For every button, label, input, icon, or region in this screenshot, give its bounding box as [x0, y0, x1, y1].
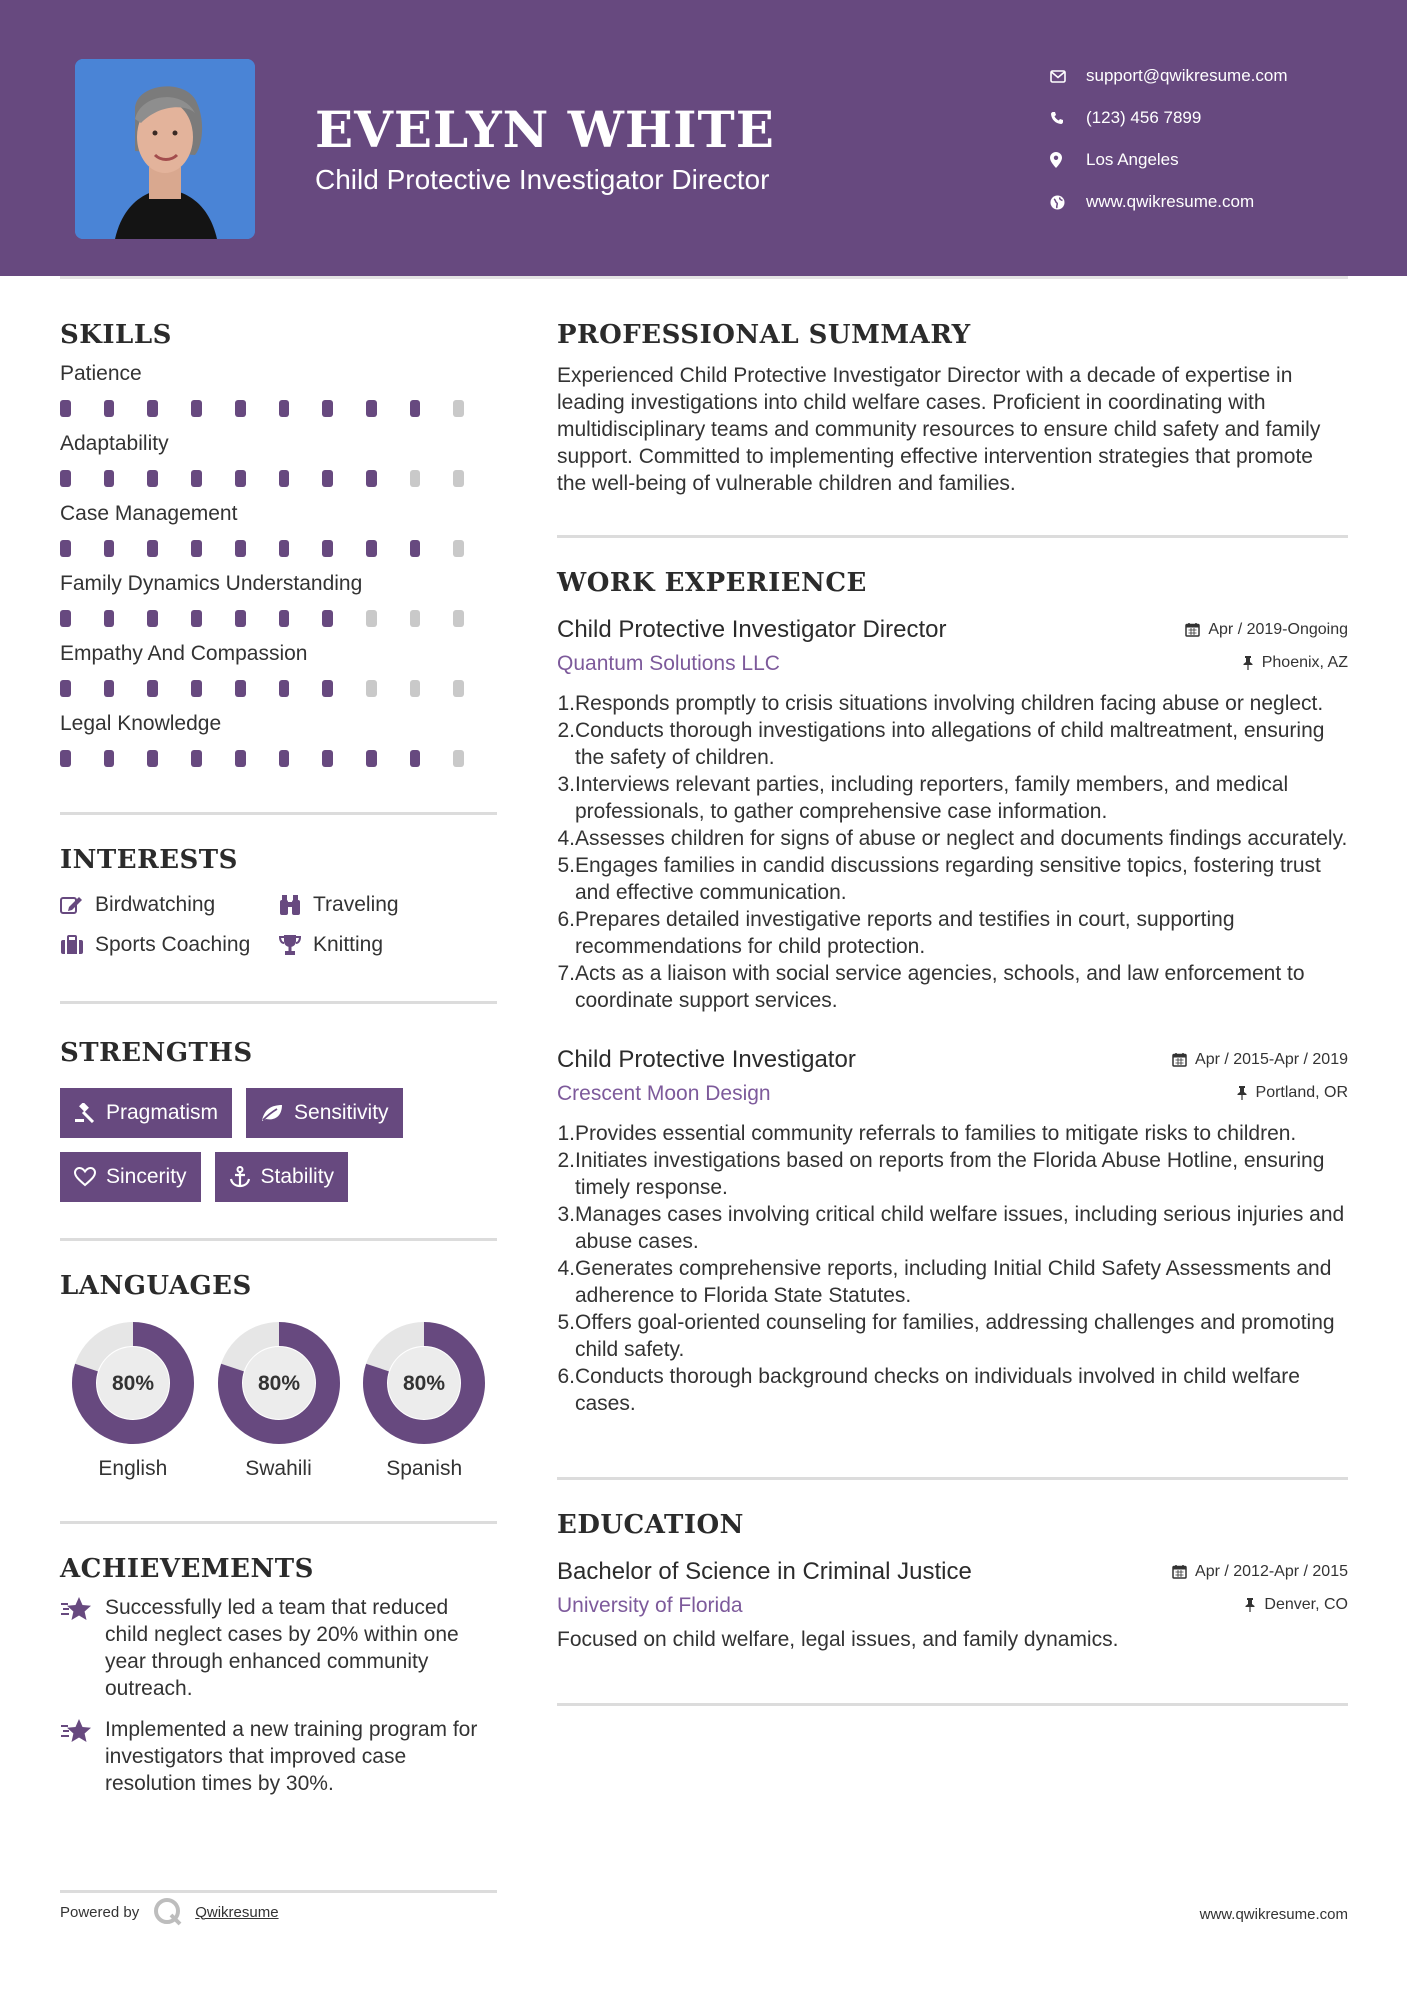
job-bullet: 7. Acts as a liaison with social service agencies, schools, and law enforcement to coordinate support services.	[557, 962, 1305, 1012]
pushpin-icon	[1236, 1085, 1248, 1100]
achievement-item	[60, 1716, 497, 1797]
skill-name: Case Management	[60, 502, 238, 525]
skill-rating	[60, 536, 497, 560]
rating-dot-filled	[279, 610, 290, 627]
rating-dot-filled	[147, 540, 158, 557]
rating-dot-filled	[366, 540, 377, 557]
rating-dot-filled	[279, 680, 290, 697]
footer-website[interactable]: www.qwikresume.com	[1199, 1906, 1348, 1923]
education-dates	[1172, 1563, 1348, 1581]
job-title: Child Protective Investigator	[557, 1046, 856, 1073]
interest-item	[60, 893, 278, 917]
phone-icon	[1050, 111, 1086, 125]
rating-dot-filled	[279, 540, 290, 557]
languages-heading: LANGUAGES	[60, 1271, 252, 1301]
rating-dot-filled	[322, 680, 333, 697]
skill-rating	[60, 606, 497, 630]
skill-name: Family Dynamics Understanding	[60, 572, 363, 595]
summary-text: Experienced Child Protective Investigator Director with a decade of expertise in leading investigations into child welfare cases. Proficient in coordinating with multidisciplinary teams and community resources to ensure child safety and family support. Committed to implementing effective intervention strategies that promote the well-being of vulnerable children and families.	[557, 364, 1321, 495]
rating-dot-filled	[235, 540, 246, 557]
education-dates-text: Apr / 2012-Apr / 2015	[1195, 1562, 1348, 1580]
degree-title: Bachelor of Science in Criminal Justice	[557, 1558, 972, 1585]
achievement-text: Implemented a new training program for investigators that improved case resolution times by 30%.	[105, 1718, 478, 1795]
education-entry	[557, 1558, 1348, 1653]
achievements-heading: ACHIEVEMENTS	[60, 1554, 314, 1584]
rating-dot-filled	[235, 400, 246, 417]
footer-divider	[60, 1890, 497, 1893]
rating-dot-filled	[104, 470, 115, 487]
language-item	[60, 1321, 206, 1481]
strength-label: Sensitivity	[294, 1101, 389, 1124]
rating-dot-filled	[104, 400, 115, 417]
contact-website-text: www.qwikresume.com	[1086, 192, 1255, 211]
rating-dot-filled	[410, 400, 421, 417]
map-pin-icon	[1050, 152, 1086, 168]
job-location-text: Portland, OR	[1255, 1083, 1348, 1101]
rating-dot-filled	[235, 470, 246, 487]
interests-list	[60, 893, 497, 957]
contact-location	[1050, 139, 1288, 181]
job-bullet: 6. Conducts thorough background checks on individuals involved in child welfare cases.	[557, 1365, 1300, 1415]
envelope-icon	[1050, 70, 1086, 83]
job-bullets	[557, 1120, 1348, 1417]
rating-dot-empty	[366, 610, 377, 627]
rating-dot-empty	[453, 540, 464, 557]
job-location-text: Phoenix, AZ	[1261, 653, 1348, 671]
job-entry	[557, 1046, 1348, 1417]
job-title: Child Protective Investigator Director	[557, 616, 947, 643]
language-percent: 80%	[111, 1372, 154, 1395]
rating-dot-filled	[60, 680, 71, 697]
language-percent: 80%	[403, 1372, 446, 1395]
strengths-divider	[60, 1238, 497, 1241]
header-divider	[60, 276, 1348, 279]
skills-list	[60, 362, 497, 770]
skills-divider	[60, 812, 497, 815]
rating-dot-filled	[279, 400, 290, 417]
rating-dot-filled	[60, 540, 71, 557]
job-dates	[1185, 621, 1348, 639]
skill-name: Adaptability	[60, 432, 169, 455]
job-bullet: 5. Engages families in candid discussions regarding sensitive topics, fostering trust and effective communication.	[557, 854, 1321, 904]
left-column	[60, 320, 497, 1797]
star-icon	[60, 1594, 105, 1702]
summary-heading: PROFESSIONAL SUMMARY	[557, 320, 971, 350]
job-bullet: 6. Prepares detailed investigative reports and testifies in court, supporting recommendations for child protection.	[557, 908, 1235, 958]
rating-dot-empty	[410, 470, 421, 487]
binoculars-icon	[278, 894, 313, 916]
rating-dot-empty	[410, 680, 421, 697]
rating-dot-empty	[366, 680, 377, 697]
school-name: University of Florida	[557, 1594, 743, 1617]
job-location	[1236, 1084, 1348, 1102]
qwikresume-logo-icon	[153, 1897, 183, 1927]
rating-dot-filled	[279, 470, 290, 487]
interests-heading: INTERESTS	[60, 845, 238, 875]
languages-list	[60, 1321, 497, 1481]
contact-email-text: support@qwikresume.com	[1086, 66, 1288, 85]
rating-dot-filled	[104, 540, 115, 557]
rating-dot-empty	[453, 470, 464, 487]
pushpin-icon	[1242, 655, 1254, 670]
language-ring	[217, 1321, 341, 1445]
calendar-icon	[1172, 1564, 1187, 1579]
interest-label: Birdwatching	[95, 893, 216, 916]
job-dates-text: Apr / 2015-Apr / 2019	[1195, 1050, 1348, 1068]
skill-rating	[60, 746, 497, 770]
rating-dot-filled	[60, 400, 71, 417]
company-name: Crescent Moon Design	[557, 1082, 771, 1105]
rating-dot-filled	[147, 610, 158, 627]
header-banner	[0, 0, 1407, 276]
rating-dot-empty	[453, 750, 464, 767]
skill-rating	[60, 676, 497, 700]
rating-dot-filled	[322, 750, 333, 767]
job-header	[557, 616, 1348, 644]
rating-dot-filled	[60, 750, 71, 767]
rating-dot-filled	[147, 750, 158, 767]
rating-dot-filled	[60, 470, 71, 487]
job-bullets	[557, 690, 1348, 1014]
anchor-icon	[229, 1166, 251, 1188]
briefcase-icon	[60, 935, 95, 955]
heart-icon	[74, 1167, 96, 1187]
rating-dot-filled	[147, 400, 158, 417]
strengths-heading: STRENGTHS	[60, 1038, 253, 1068]
strength-badge	[246, 1088, 403, 1138]
skill-name: Empathy And Compassion	[60, 642, 308, 665]
achievement-item	[60, 1594, 497, 1702]
job-dates-text: Apr / 2019-Ongoing	[1208, 620, 1348, 638]
interest-label: Traveling	[313, 893, 399, 916]
job-bullet: 3. Interviews relevant parties, including reporters, family members, and medical professionals, to gather comprehensive case information.	[557, 773, 1289, 823]
rating-dot-filled	[191, 610, 202, 627]
skill-name: Patience	[60, 362, 142, 385]
interest-item	[278, 933, 497, 957]
interest-item	[60, 933, 278, 957]
contact-phone[interactable]	[1050, 97, 1288, 139]
job-subheader	[557, 652, 1348, 676]
language-name: Swahili	[245, 1457, 312, 1480]
contact-list	[1050, 55, 1288, 223]
right-column	[557, 320, 1348, 1706]
language-name: Spanish	[386, 1457, 463, 1480]
rating-dot-filled	[147, 470, 158, 487]
rating-dot-filled	[279, 750, 290, 767]
experience-divider	[557, 1477, 1348, 1480]
job-bullet: 1. Provides essential community referrals to families to mitigate risks to children.	[557, 1122, 1297, 1145]
company-name: Quantum Solutions LLC	[557, 652, 780, 675]
skill-rating	[60, 396, 497, 420]
language-name: English	[98, 1457, 168, 1480]
contact-email[interactable]	[1050, 55, 1288, 97]
rating-dot-empty	[453, 400, 464, 417]
language-ring	[362, 1321, 486, 1445]
rating-dot-filled	[322, 470, 333, 487]
strength-badge	[60, 1088, 232, 1138]
job-header	[557, 1046, 1348, 1074]
powered-by-text: Powered by	[60, 1903, 140, 1921]
strength-label: Sincerity	[106, 1165, 187, 1188]
rating-dot-filled	[322, 540, 333, 557]
language-percent: 80%	[257, 1372, 300, 1395]
calendar-icon	[1172, 1052, 1187, 1067]
trophy-icon	[278, 934, 313, 956]
interest-label: Sports Coaching	[95, 933, 251, 956]
skills-heading: SKILLS	[60, 320, 172, 350]
job-bullet: 4. Assesses children for signs of abuse or neglect and documents findings accurately.	[557, 827, 1348, 850]
language-ring	[71, 1321, 195, 1445]
summary-divider	[557, 535, 1348, 538]
strength-label: Pragmatism	[106, 1101, 219, 1124]
strengths-list	[60, 1088, 497, 1202]
contact-phone-text: (123) 456 7899	[1086, 108, 1202, 127]
job-bullet: 5. Offers goal-oriented counseling for families, addressing challenges and promoting child safety.	[557, 1311, 1335, 1361]
education-heading: EDUCATION	[557, 1510, 744, 1540]
rating-dot-filled	[235, 610, 246, 627]
education-description: Focused on child welfare, legal issues, and family dynamics.	[557, 1628, 1119, 1651]
rating-dot-filled	[60, 610, 71, 627]
skill-rating	[60, 466, 497, 490]
interest-label: Knitting	[313, 933, 384, 956]
candidate-name: EVELYN WHITE	[315, 100, 775, 159]
strength-badge	[215, 1152, 349, 1202]
rating-dot-filled	[191, 750, 202, 767]
job-bullet: 1. Responds promptly to crisis situations involving children facing abuse or neglect.	[557, 692, 1324, 715]
skill-name: Legal Knowledge	[60, 712, 222, 735]
job-location	[1242, 654, 1348, 672]
rating-dot-empty	[453, 610, 464, 627]
job-subheader	[557, 1082, 1348, 1106]
experience-heading: WORK EXPERIENCE	[557, 568, 867, 598]
languages-divider	[60, 1521, 497, 1524]
pushpin-icon	[1244, 1597, 1256, 1612]
job-bullet: 4. Generates comprehensive reports, including Initial Child Safety Assessments and adherence to Florida State Statutes.	[557, 1257, 1332, 1307]
job-bullet: 3. Manages cases involving critical child welfare issues, including serious injuries and abuse cases.	[557, 1203, 1345, 1253]
rating-dot-empty	[453, 680, 464, 697]
rating-dot-filled	[191, 400, 202, 417]
education-divider	[557, 1703, 1348, 1706]
rating-dot-filled	[104, 610, 115, 627]
rating-dot-filled	[322, 400, 333, 417]
rating-dot-empty	[410, 610, 421, 627]
achievement-text: Successfully led a team that reduced child neglect cases by 20% within one year through enhanced community outreach.	[105, 1596, 459, 1700]
gavel-icon	[74, 1103, 96, 1123]
contact-location-text: Los Angeles	[1086, 150, 1179, 169]
job-bullet: 2. Conducts thorough investigations into allegations of child maltreatment, ensuring the safety of children.	[557, 719, 1325, 769]
contact-website[interactable]	[1050, 181, 1288, 223]
qwikresume-link[interactable]: Qwikresume	[195, 1903, 279, 1921]
edit-icon	[60, 895, 95, 915]
education-location	[1244, 1596, 1348, 1614]
candidate-title: Child Protective Investigator Director	[315, 164, 770, 195]
rating-dot-filled	[104, 680, 115, 697]
job-entry	[557, 616, 1348, 1014]
strength-badge	[60, 1152, 201, 1202]
rating-dot-filled	[191, 540, 202, 557]
rating-dot-filled	[235, 680, 246, 697]
rating-dot-filled	[147, 680, 158, 697]
rating-dot-filled	[366, 470, 377, 487]
education-subheader	[557, 1594, 1348, 1618]
education-location-text: Denver, CO	[1264, 1595, 1348, 1613]
interest-item	[278, 893, 497, 917]
education-header	[557, 1558, 1348, 1586]
rating-dot-filled	[366, 750, 377, 767]
calendar-icon	[1185, 622, 1200, 637]
rating-dot-filled	[191, 470, 202, 487]
rating-dot-filled	[322, 610, 333, 627]
job-bullet: 2. Initiates investigations based on reports from the Florida Abuse Hotline, ensuring timely response.	[557, 1149, 1325, 1199]
rating-dot-filled	[104, 750, 115, 767]
star-icon	[60, 1716, 105, 1797]
profile-photo	[75, 59, 255, 239]
globe-icon	[1050, 195, 1086, 210]
leaf-icon	[260, 1103, 284, 1123]
job-dates	[1172, 1051, 1348, 1069]
rating-dot-filled	[191, 680, 202, 697]
footer-powered-by	[60, 1897, 279, 1927]
rating-dot-filled	[235, 750, 246, 767]
rating-dot-filled	[410, 750, 421, 767]
rating-dot-filled	[410, 540, 421, 557]
strength-label: Stability	[260, 1165, 335, 1188]
interests-divider	[60, 1001, 497, 1004]
language-item	[206, 1321, 352, 1481]
rating-dot-filled	[366, 400, 377, 417]
language-item	[351, 1321, 497, 1481]
achievements-list	[60, 1594, 497, 1797]
